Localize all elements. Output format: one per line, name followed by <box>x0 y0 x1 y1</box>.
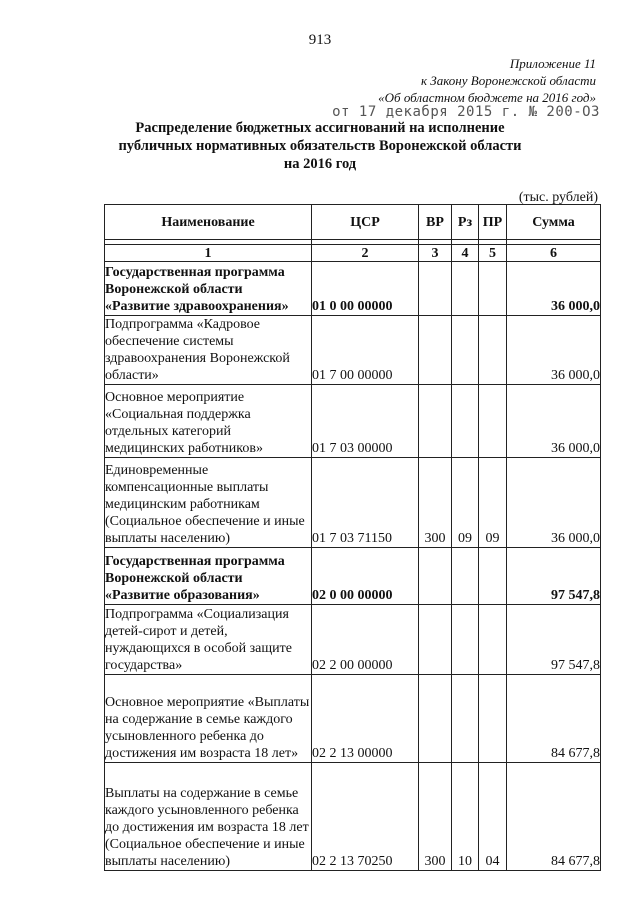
table-row <box>105 458 601 548</box>
row-csr: 01 7 03 71150 <box>312 458 419 548</box>
document-title <box>0 119 640 173</box>
row-name: Подпрограмма «Кадровое обеспечение системы здравоохранения Воронежской области» <box>105 316 312 385</box>
column-number: 6 <box>507 245 601 262</box>
header-row <box>105 205 601 240</box>
row-pr: 09 <box>479 458 507 548</box>
table-row <box>105 262 601 316</box>
row-sum: 36 000,0 <box>507 385 601 458</box>
appendix-line: «Об областном бюджете на 2016 год» <box>378 90 596 105</box>
row-pr <box>479 385 507 458</box>
row-rz <box>452 262 479 316</box>
row-sum: 97 547,8 <box>507 605 601 675</box>
row-name: Основное мероприятие «Выплаты на содержание в семье каждого усыновленного ребенка до достижения им возраста 18 лет» <box>105 675 312 763</box>
row-sum: 84 677,8 <box>507 763 601 871</box>
row-pr <box>479 262 507 316</box>
row-rz: 10 <box>452 763 479 871</box>
table-row <box>105 385 601 458</box>
row-sum: 36 000,0 <box>507 458 601 548</box>
table-row <box>105 763 601 871</box>
row-sum: 36 000,0 <box>507 316 601 385</box>
table-row <box>105 316 601 385</box>
row-csr: 01 7 03 00000 <box>312 385 419 458</box>
budget-table <box>104 204 601 871</box>
page-number: 913 <box>308 32 332 48</box>
row-vr <box>419 548 452 605</box>
units-label: (тыс. рублей) <box>518 190 598 205</box>
row-rz <box>452 385 479 458</box>
row-csr: 02 2 13 70250 <box>312 763 419 871</box>
column-header-pr: ПР <box>479 205 507 240</box>
row-vr <box>419 316 452 385</box>
column-number: 2 <box>312 245 419 262</box>
row-rz <box>452 548 479 605</box>
row-name: Государственная программа Воронежской области «Развитие здравоохранения» <box>105 262 312 316</box>
column-number: 4 <box>452 245 479 262</box>
row-vr: 300 <box>419 458 452 548</box>
column-header-csr: ЦСР <box>312 205 419 240</box>
column-header-rz: Рз <box>452 205 479 240</box>
row-csr: 01 7 00 00000 <box>312 316 419 385</box>
row-vr: 300 <box>419 763 452 871</box>
column-header-vr: ВР <box>419 205 452 240</box>
row-name: Выплаты на содержание в семье каждого усыновленного ребенка до достижения им возраста 18 лет (Социальное обеспечение и иные выплаты населению) <box>105 763 312 871</box>
column-number-row <box>105 245 601 262</box>
law-date-stamp: от 17 декабря 2015 г. № 200-ОЗ <box>332 104 600 120</box>
row-pr <box>479 605 507 675</box>
row-csr: 02 2 13 00000 <box>312 675 419 763</box>
title-line: Распределение бюджетных ассигнований на исполнение <box>135 120 505 136</box>
row-rz <box>452 675 479 763</box>
row-sum: 97 547,8 <box>507 548 601 605</box>
row-sum: 36 000,0 <box>507 262 601 316</box>
table-row <box>105 675 601 763</box>
row-name: Государственная программа Воронежской области «Развитие образования» <box>105 548 312 605</box>
title-line: на 2016 год <box>283 156 357 172</box>
row-csr: 02 2 00 00000 <box>312 605 419 675</box>
row-vr <box>419 262 452 316</box>
row-vr <box>419 385 452 458</box>
appendix-line: к Закону Воронежской области <box>420 73 596 88</box>
row-pr <box>479 316 507 385</box>
row-name: Основное мероприятие «Социальная поддержка отдельных категорий медицинских работников» <box>105 385 312 458</box>
column-number: 5 <box>479 245 507 262</box>
column-number: 3 <box>419 245 452 262</box>
row-pr <box>479 548 507 605</box>
row-csr: 01 0 00 00000 <box>312 262 419 316</box>
column-header-name: Наименование <box>105 205 312 240</box>
row-sum: 84 677,8 <box>507 675 601 763</box>
row-name: Подпрограмма «Социализация детей-сирот и детей, нуждающихся в особой защите государства» <box>105 605 312 675</box>
row-vr <box>419 675 452 763</box>
row-csr: 02 0 00 00000 <box>312 548 419 605</box>
row-pr: 04 <box>479 763 507 871</box>
title-line: публичных нормативных обязательств Воронежской области <box>118 138 522 154</box>
appendix-line: Приложение 11 <box>509 56 596 71</box>
row-rz <box>452 605 479 675</box>
row-name: Единовременные компенсационные выплаты медицинским работникам (Социальное обеспечение и иные выплаты населению) <box>105 458 312 548</box>
row-pr <box>479 675 507 763</box>
appendix-reference <box>378 55 596 106</box>
column-number: 1 <box>105 245 312 262</box>
row-vr <box>419 605 452 675</box>
row-rz: 09 <box>452 458 479 548</box>
column-header-sum: Сумма <box>507 205 601 240</box>
row-rz <box>452 316 479 385</box>
table-row <box>105 605 601 675</box>
table-row <box>105 548 601 605</box>
